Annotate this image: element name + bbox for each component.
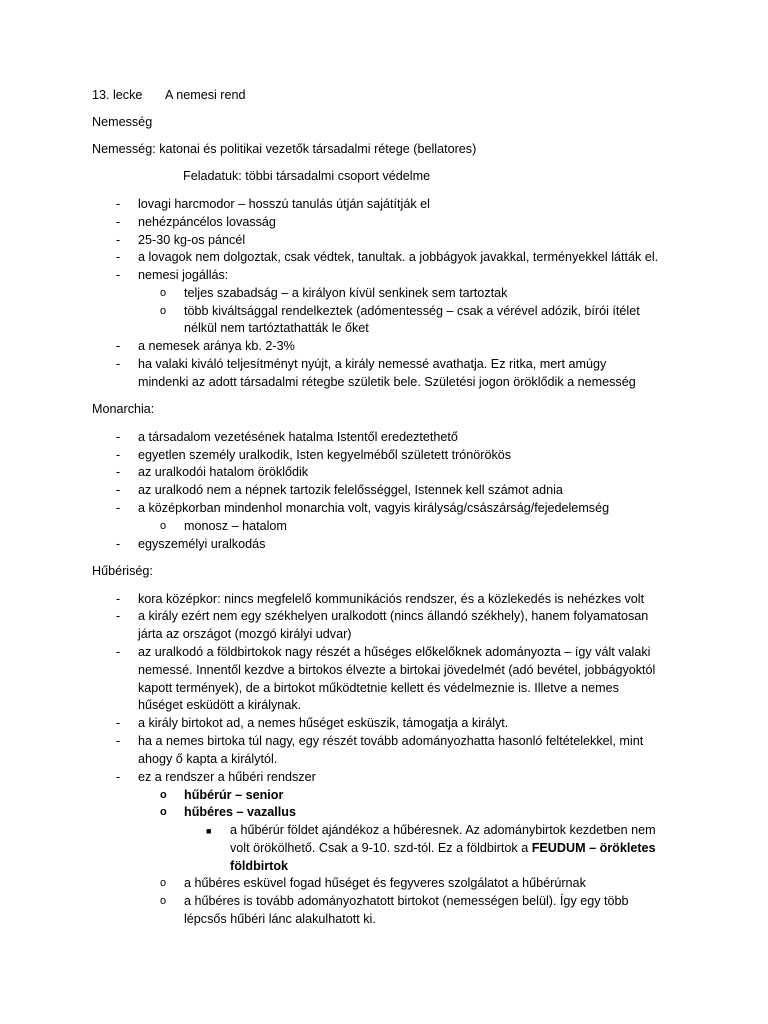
list-item: a nemesek aránya kb. 2-3% — [138, 339, 295, 353]
list-item: az uralkodó nem a népnek tartozik felelősséggel, Istennek kell számot adnia — [138, 483, 563, 497]
dash-bullet: - — [116, 250, 121, 264]
dash-bullet: - — [116, 645, 121, 659]
list-item-continued: nemessé. Innentől kezdve a birtokos élvezte a birtokai jövedelmét (adó bevétel, jobbágyoktól — [138, 663, 656, 677]
list-item: ha a nemes birtoka túl nagy, egy részét tovább adományozhatta hasonló feltételekkel, mint — [138, 734, 644, 748]
list-item: nemesi jogállás: — [138, 268, 229, 282]
circle-bullet: o — [160, 806, 167, 818]
dash-bullet: - — [116, 770, 121, 784]
definition-text: Nemesség: katonai és politikai vezetők társadalmi rétege (bellatores) — [92, 142, 477, 156]
dash-bullet: - — [116, 465, 121, 479]
list-item: lovagi harcmodor – hosszú tanulás útján sajátítják el — [138, 197, 430, 211]
sub-sub-list-item: a hűbérúr földet ajándékoz a hűbéresnek. Az adománybirtok kezdetben nem — [230, 823, 656, 837]
dash-bullet: - — [116, 197, 121, 211]
sub-list-item-lord: hűbérúr – senior — [184, 788, 284, 802]
list-item-continued: mindenki az adott társadalmi rétegbe születik bele. Születési jogon öröklődik a nemesség — [138, 375, 636, 389]
dash-bullet: - — [116, 609, 121, 623]
fief-text: volt örökölhető. Csak a 9-10. szd-tól. Ez a földbirtok a — [230, 841, 532, 855]
sub-list-item-vassal: hűbéres – vazallus — [184, 805, 296, 819]
sub-list-item-continued: lépcsős hűbéri lánc alakulhatott ki. — [184, 912, 376, 926]
lesson-title: A nemesi rend — [165, 88, 246, 102]
list-item: a lovagok nem dolgoztak, csak védtek, tanultak. a jobbágyok javakkal, terményekkel látták el. — [138, 250, 659, 264]
dash-bullet: - — [116, 215, 121, 229]
sub-list-item: monosz – hatalom — [184, 519, 287, 533]
list-item: az uralkodói hatalom öröklődik — [138, 465, 309, 479]
list-item: a király ezért nem egy székhelyen uralkodott (nincs állandó székhely), hanem folyamatosan — [138, 609, 649, 623]
sub-list-item-continued: nélkül nem tartóztathatták le őket — [184, 321, 369, 335]
list-item: ez a rendszer a hűbéri rendszer — [138, 770, 316, 784]
dash-bullet: - — [116, 501, 121, 515]
sub-list-item: teljes szabadság – a királyon kívül senkinek sem tartoztak — [184, 286, 508, 300]
dash-bullet: - — [116, 448, 121, 462]
list-item: az uralkodó a földbirtokok nagy részét a hűséges előkelőknek adományozta – így vált valaki — [138, 645, 651, 659]
square-bullet: ■ — [206, 826, 212, 836]
dash-bullet: - — [116, 716, 121, 730]
lesson-number: 13. lecke — [92, 88, 143, 102]
section-heading-hubeiseg: Hűbériség: — [92, 564, 153, 578]
dash-bullet: - — [116, 734, 121, 748]
feudum-term-continued: földbirtok — [230, 859, 289, 873]
circle-bullet: o — [160, 877, 167, 889]
circle-bullet: o — [160, 305, 167, 317]
sub-list-item: a hűbéres is tovább adományozhatott birtokot (nemességen belül). Így egy több — [184, 894, 629, 908]
dash-bullet: - — [116, 592, 121, 606]
dash-bullet: - — [116, 268, 121, 282]
list-item: egyszemélyi uralkodás — [138, 537, 266, 551]
list-item: a király birtokot ad, a nemes hűséget esküszik, támogatja a királyt. — [138, 716, 509, 730]
section-heading-monarchia: Monarchia: — [92, 402, 155, 416]
task-text: Feladatuk: többi társadalmi csoport védelme — [183, 169, 431, 183]
list-item: kora középkor: nincs megfelelő kommunikációs rendszer, és a közlekedés is nehézkes volt — [138, 592, 645, 606]
dash-bullet: - — [116, 339, 121, 353]
list-item: a társadalom vezetésének hatalma Istentől eredeztethető — [138, 430, 458, 444]
dash-bullet: - — [116, 537, 121, 551]
dash-bullet: - — [116, 357, 121, 371]
section-heading-nemesseg: Nemesség — [92, 115, 153, 129]
list-item-continued: ahogy ő kapta a királytól. — [138, 752, 278, 766]
circle-bullet: o — [160, 895, 167, 907]
list-item: 25-30 kg-os páncél — [138, 233, 246, 247]
dash-bullet: - — [116, 233, 121, 247]
circle-bullet: o — [160, 789, 167, 801]
feudum-term: FEUDUM – örökletes — [531, 841, 656, 855]
list-item-continued: kapott termények), de a birtokot működtetnie kellett és védelmeznie is. Illetve a nemes — [138, 681, 619, 695]
dash-bullet: - — [116, 430, 121, 444]
list-item: egyetlen személy uralkodik, Isten kegyelméből született trónörökös — [138, 448, 512, 462]
sub-list-item: a hűbéres esküvel fogad hűséget és fegyveres szolgálatot a hűbérúrnak — [184, 876, 586, 890]
list-item-continued: járta az országot (mozgó királyi udvar) — [138, 627, 352, 641]
list-item: nehézpáncélos lovasság — [138, 215, 276, 229]
sub-sub-list-item-continued — [230, 839, 656, 857]
circle-bullet: o — [160, 520, 167, 532]
dash-bullet: - — [116, 483, 121, 497]
list-item: a középkorban mindenhol monarchia volt, vagyis királyság/császárság/fejedelemség — [138, 501, 610, 515]
sub-list-item: több kiváltsággal rendelkeztek (adómentesség – csak a vérével adózik, bírói ítélet — [184, 304, 640, 318]
list-item-continued: hűséget esküdött a királynak. — [138, 698, 302, 712]
circle-bullet: o — [160, 287, 167, 299]
list-item: ha valaki kiváló teljesítményt nyújt, a király nemessé avathatja. Ez ritka, mert amúgy — [138, 357, 607, 371]
